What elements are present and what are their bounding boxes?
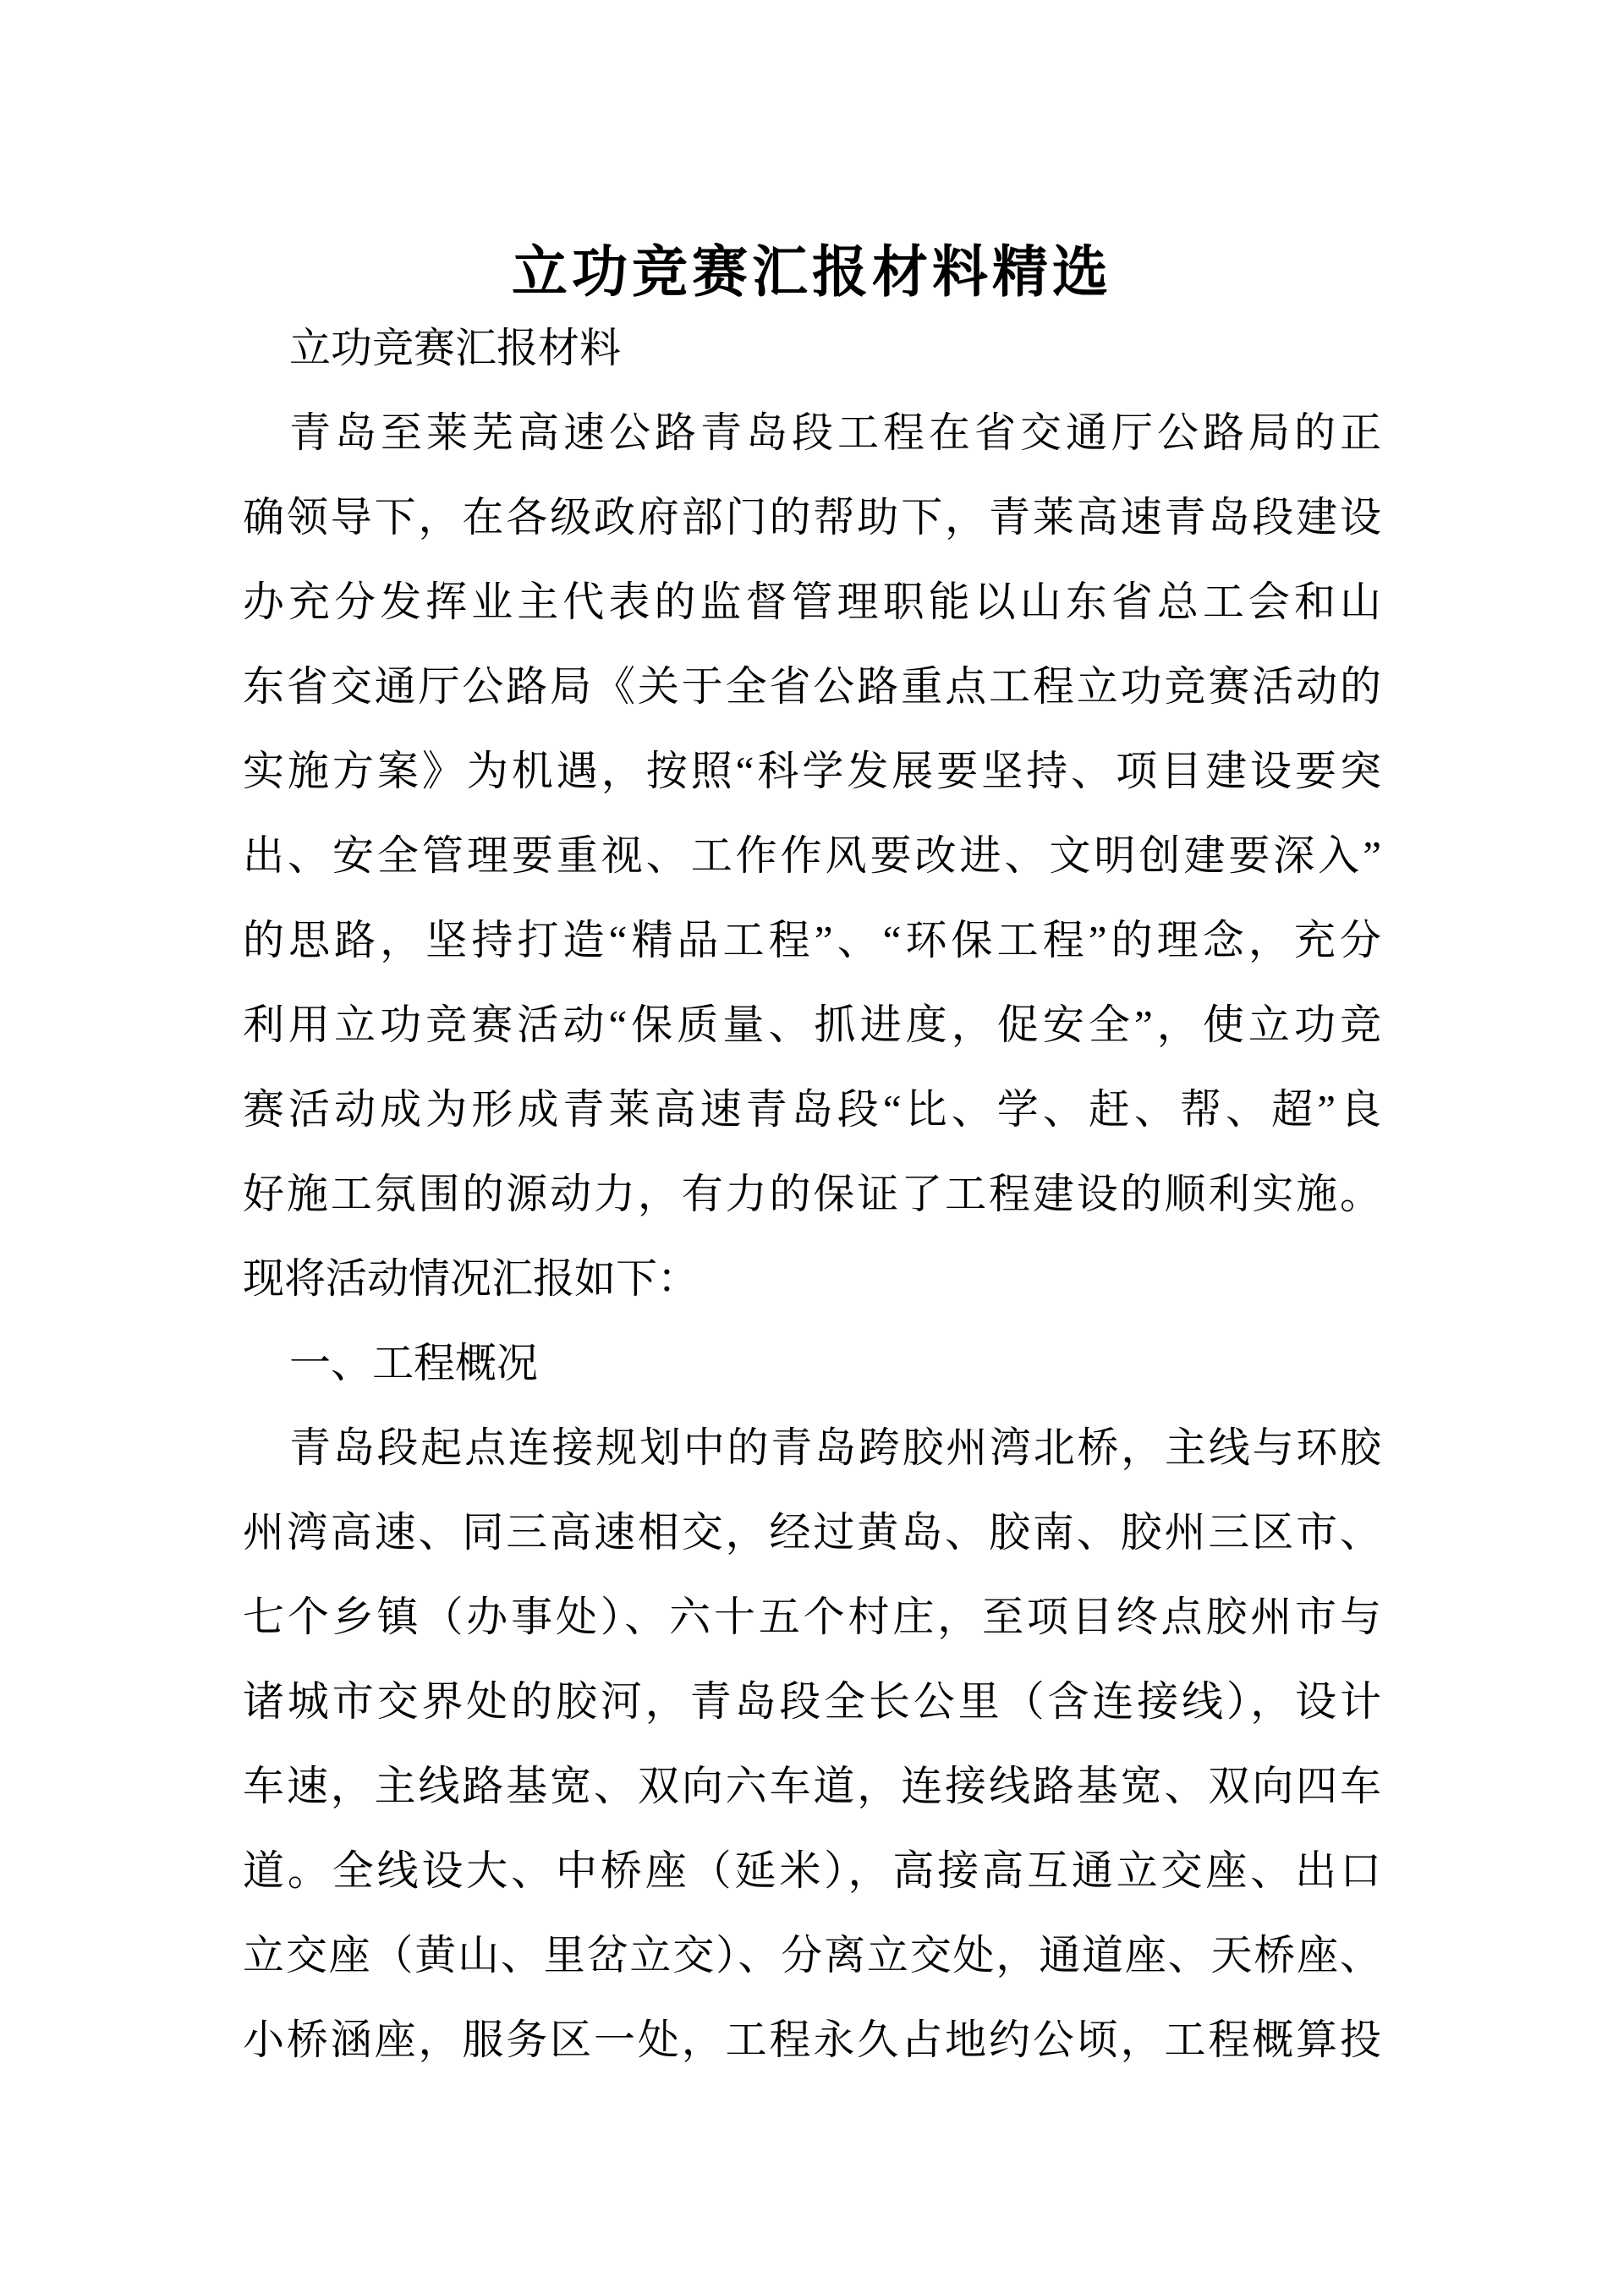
text-line: 出、安全管理要重视、工作作风要改进、文明创建要深入” <box>243 832 1381 879</box>
text-line: 道。全线设大、中桥座（延米），高接高互通立交座、出口 <box>243 1847 1381 1894</box>
text-line: 诸城市交界处的胶河，青岛段全长公里（含连接线），设计 <box>243 1678 1381 1725</box>
text-line: 的思路，坚持打造“精品工程”、“环保工程”的理念，充分 <box>243 917 1381 963</box>
text-line: 确领导下，在各级政府部门的帮助下，青莱高速青岛段建设 <box>243 494 1381 541</box>
text-line: 青岛至莱芜高速公路青岛段工程在省交通厅公路局的正 <box>289 409 1381 456</box>
paragraph-section-heading-project-overview <box>243 1321 1381 1406</box>
text-line: 车速，主线路基宽、双向六车道，连接线路基宽、双向四车 <box>243 1763 1381 1809</box>
text-line: 办充分发挥业主代表的监督管理职能以山东省总工会和山 <box>243 579 1381 625</box>
text-line: 现将活动情况汇报如下： <box>243 1255 700 1302</box>
paragraph-heading-report-material <box>243 306 1381 391</box>
text-line: 实施方案》为机遇，按照“科学发展要坚持、项目建设要突 <box>243 748 1381 794</box>
text-line: 立交座（黄山、里岔立交）、分离立交处，通道座、天桥座、 <box>243 1932 1381 1978</box>
document-body <box>243 306 1381 2083</box>
text-line: 赛活动成为形成青莱高速青岛段“比、学、赶、帮、超”良 <box>243 1086 1381 1133</box>
text-line: 小桥涵座，服务区一处，工程永久占地约公顷，工程概算投 <box>243 2017 1381 2063</box>
text-line: 立功竞赛汇报材料 <box>289 325 622 371</box>
text-line: 东省交通厅公路局《关于全省公路重点工程立功竞赛活动的 <box>243 663 1381 710</box>
document-title: 立功竞赛汇报材料精选 <box>512 240 1112 304</box>
text-line: 利用立功竞赛活动“保质量、抓进度，促安全”，使立功竞 <box>243 1002 1381 1048</box>
text-line: 州湾高速、同三高速相交，经过黄岛、胶南、胶州三区市、 <box>243 1509 1381 1556</box>
text-line: 七个乡镇（办事处）、六十五个村庄，至项目终点胶州市与 <box>243 1594 1381 1640</box>
paragraph-intro <box>243 391 1381 1321</box>
text-line: 好施工氛围的源动力，有力的保证了工程建设的顺利实施。 <box>243 1171 1381 1217</box>
paragraph-project-overview <box>243 1406 1381 2083</box>
text-line: 青岛段起点连接规划中的青岛跨胶州湾北桥，主线与环胶 <box>289 1424 1381 1471</box>
text-line: 一、工程概况 <box>289 1340 539 1386</box>
